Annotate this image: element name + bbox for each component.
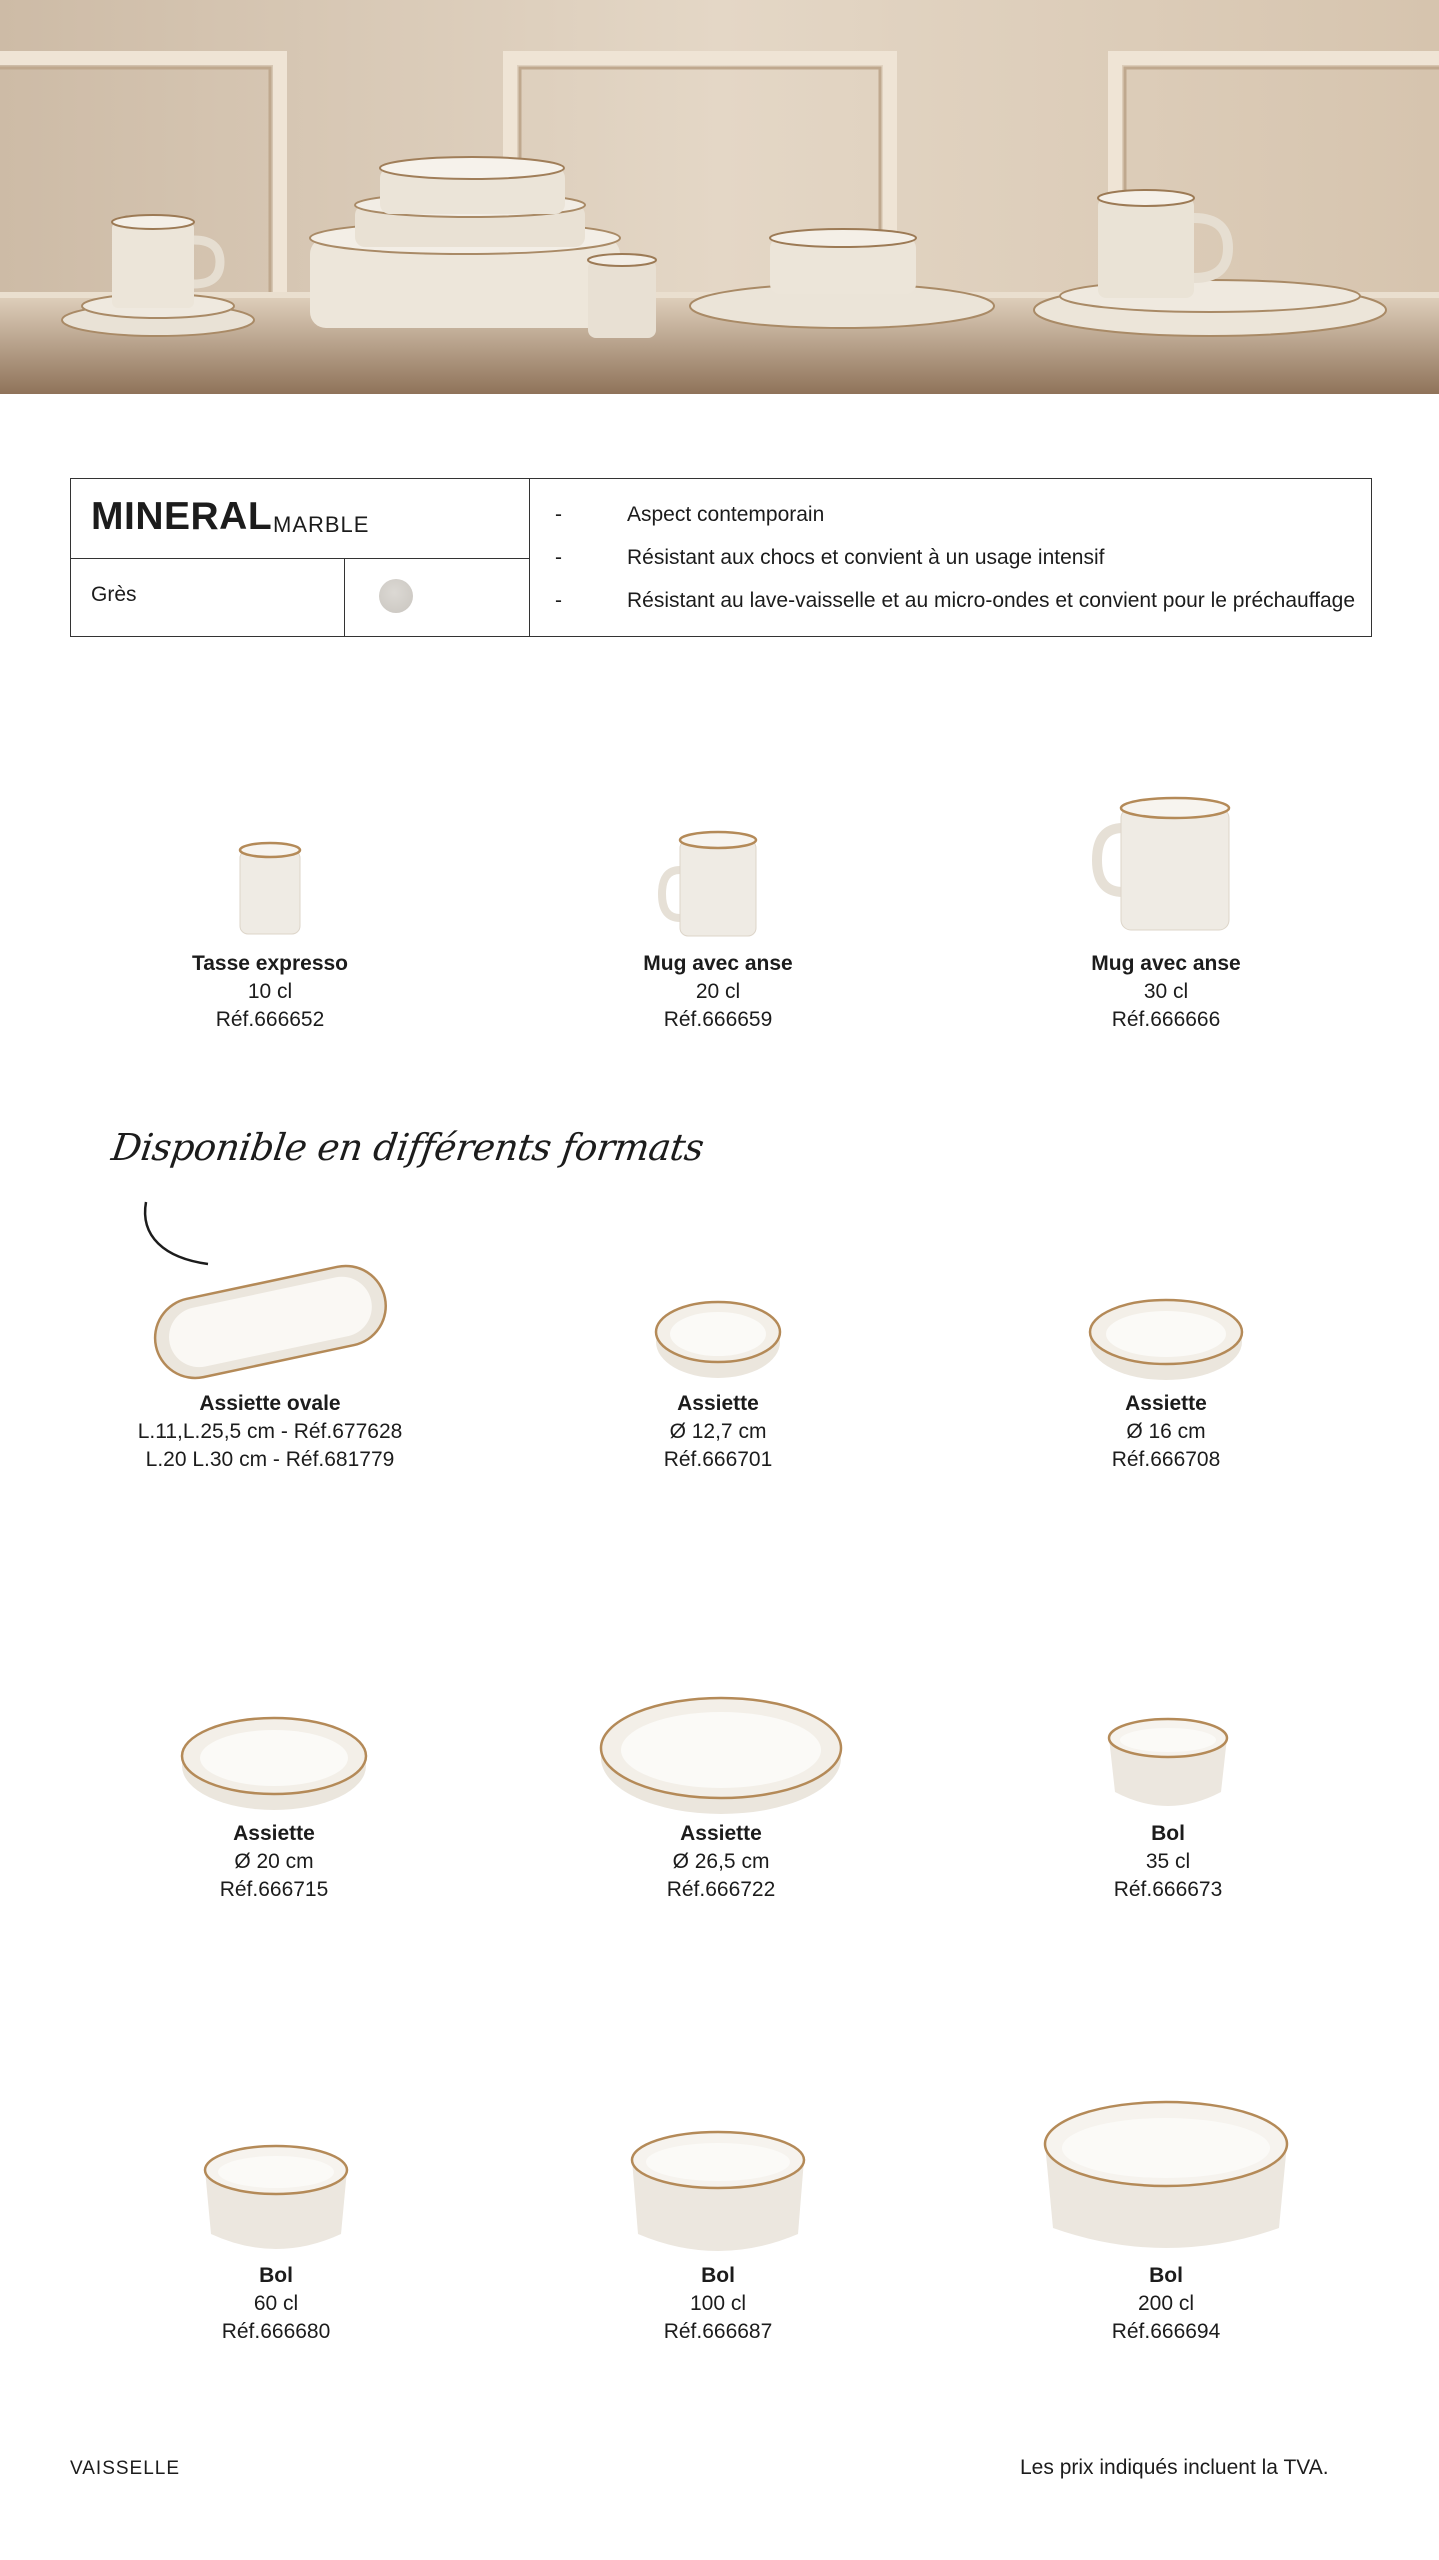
product-ref: Réf.666701 xyxy=(663,1448,773,1471)
product-ref: Réf.666666 xyxy=(1111,1008,1221,1031)
product-ref: Réf.666722 xyxy=(666,1878,776,1901)
product-bol-60[interactable] xyxy=(126,2116,426,2346)
product-size: L.11,L.25,5 cm - Réf.677628 xyxy=(137,1420,403,1443)
collection-name-row xyxy=(71,479,529,559)
product-size: Ø 20 cm xyxy=(234,1850,314,1873)
bowl-icon xyxy=(1103,1680,1233,1820)
collection-spec-table xyxy=(70,478,1372,637)
product-size: 200 cl xyxy=(1137,2292,1195,2315)
bowl-icon xyxy=(628,2106,808,2262)
product-size: 35 cl xyxy=(1145,1850,1191,1873)
product-size: 60 cl xyxy=(253,2292,299,2315)
product-ref: Réf.666715 xyxy=(219,1878,329,1901)
vat-note: Les prix indiqués incluent la TVA. xyxy=(1020,2456,1329,2479)
feature-text: Aspect contemporain xyxy=(627,503,825,526)
mug-icon xyxy=(1091,794,1241,950)
product-name: Mug avec anse xyxy=(1091,952,1241,975)
collection-variant: MARBLE xyxy=(273,512,370,537)
product-bol-100[interactable] xyxy=(568,2106,868,2346)
plate-icon xyxy=(174,1680,374,1820)
espresso-cup-icon xyxy=(230,820,310,950)
feature-dash: - xyxy=(555,503,562,526)
product-name: Bol xyxy=(1149,2264,1183,2287)
product-bol-35[interactable] xyxy=(1018,1680,1318,1904)
product-size: Ø 16 cm xyxy=(1126,1420,1206,1443)
formats-callout: Disponible en différents formats xyxy=(108,1126,707,1169)
product-size: 100 cl xyxy=(689,2292,747,2315)
product-name: Assiette xyxy=(1125,1392,1207,1415)
product-ref: Réf.666673 xyxy=(1113,1878,1223,1901)
product-name: Bol xyxy=(701,2264,735,2287)
product-size: Ø 12,7 cm xyxy=(669,1420,767,1443)
product-ref: Réf.666652 xyxy=(215,1008,325,1031)
hero-photo xyxy=(0,0,1439,394)
feature-dash: - xyxy=(555,589,562,612)
plate-icon xyxy=(1081,1260,1251,1390)
product-assiette-20[interactable] xyxy=(124,1680,424,1904)
collection-brand: MINERAL xyxy=(91,495,273,538)
product-ref: Réf.666659 xyxy=(663,1008,773,1031)
color-swatch-icon xyxy=(379,579,413,613)
product-name: Tasse expresso xyxy=(191,952,349,975)
product-size: 10 cl xyxy=(247,980,293,1003)
product-assiette-ovale[interactable] xyxy=(120,1240,420,1474)
product-name: Mug avec anse xyxy=(643,952,793,975)
product-bol-200[interactable] xyxy=(1016,2080,1316,2346)
product-size: 20 cl xyxy=(695,980,741,1003)
product-mug-20cl[interactable] xyxy=(568,820,868,1034)
product-ref: Réf.666708 xyxy=(1111,1448,1221,1471)
product-assiette-16[interactable] xyxy=(1016,1260,1316,1474)
bowl-icon xyxy=(1041,2080,1291,2262)
mug-icon xyxy=(658,820,778,950)
product-name: Assiette xyxy=(677,1392,759,1415)
product-name: Assiette xyxy=(680,1822,762,1845)
oval-plate-icon xyxy=(145,1240,395,1390)
plate-icon xyxy=(596,1664,846,1820)
material-label: Grès xyxy=(91,583,137,606)
product-assiette-12-7[interactable] xyxy=(568,1260,868,1474)
product-size: 30 cl xyxy=(1143,980,1189,1003)
collection-identity xyxy=(71,479,530,636)
product-assiette-26-5[interactable] xyxy=(571,1664,871,1904)
material-cell xyxy=(71,558,345,636)
feature-dash: - xyxy=(555,546,562,569)
feature-text: Résistant aux chocs et convient à un usage intensif xyxy=(627,546,1105,569)
product-ref: Réf.666687 xyxy=(663,2320,773,2343)
product-ref: Réf.666694 xyxy=(1111,2320,1221,2343)
product-ref: Réf.666680 xyxy=(221,2320,331,2343)
plate-icon xyxy=(648,1260,788,1390)
product-name: Assiette xyxy=(233,1822,315,1845)
product-name: Bol xyxy=(259,2264,293,2287)
bowl-icon xyxy=(201,2116,351,2262)
product-size: Ø 26,5 cm xyxy=(672,1850,770,1873)
product-ref: L.20 L.30 cm - Réf.681779 xyxy=(145,1448,395,1471)
product-mug-30cl[interactable] xyxy=(1016,794,1316,1034)
product-tasse-expresso[interactable] xyxy=(120,820,420,1034)
section-label: VAISSELLE xyxy=(70,2458,181,2479)
product-name: Assiette ovale xyxy=(199,1392,341,1415)
feature-text: Résistant au lave-vaisselle et au micro-ondes et convient pour le préchauffage xyxy=(627,589,1356,612)
product-name: Bol xyxy=(1151,1822,1185,1845)
